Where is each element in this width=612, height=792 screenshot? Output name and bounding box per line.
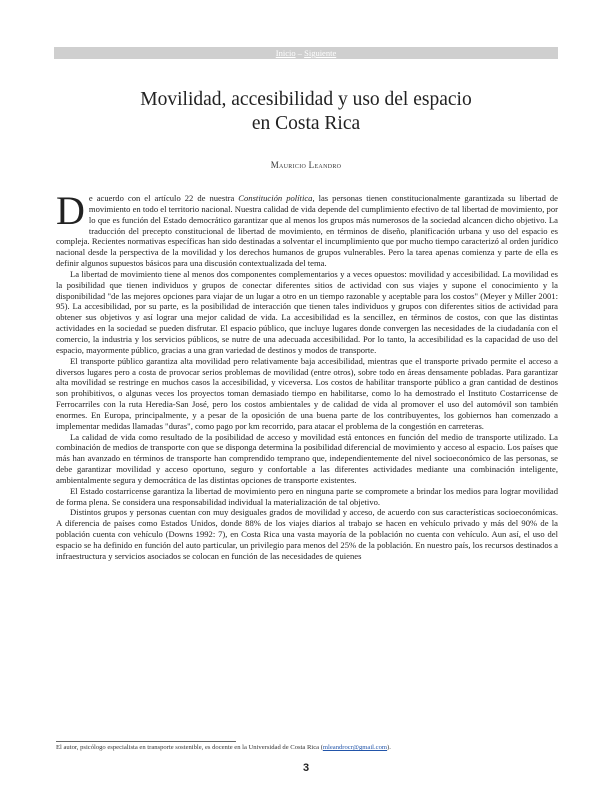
title-line-2: en Costa Rica: [251, 113, 361, 134]
paragraph-1-text-a: e acuerdo con el artículo 22 de nuestra: [88, 193, 239, 203]
author-email-link[interactable]: mleandrocr@gmail.com: [322, 744, 388, 751]
footnote-text: El autor, psicólogo especialista en transporte sostenible, es docente en la Universidad de Costa Rica (: [56, 744, 323, 751]
inicio-link[interactable]: Inicio: [275, 48, 296, 58]
paragraph-5: El Estado costarricense garantiza la libertad de movimiento pero en ninguna parte se compromete a brindar los medios para lograr movilidad de forma plena. Se considera una responsabilidad individual la materialización de tal objetivo.: [56, 485, 558, 507]
drop-cap: D: [56, 188, 85, 233]
page-number: 3: [302, 762, 310, 774]
page-navigation: [54, 47, 558, 59]
nav-separator: –: [295, 48, 305, 58]
footnote-divider: [56, 741, 236, 742]
footnote-end: ).: [387, 744, 391, 751]
article-body: [56, 188, 558, 562]
siguiente-link[interactable]: Siguiente: [304, 48, 337, 58]
paragraph-2: La libertad de movimiento tiene al menos dos componentes complementarios y a veces opuestos: movilidad y accesibilidad. La movilidad es la posibilidad que tienen individuos y grupos de conectar diferentes sitios de actividad con sus viajes y supone el conocimiento y la disponibilidad "de las mejores opciones para viajar de un lugar a otro en un tiempo razonable y aceptable para los costos" (Meyer y Miller 2001: 95). La accesibilidad, por su parte, es la posibilidad de interacción que tienen tales individuos y grupos con diferentes sitios de actividad para obtener sus objetivos y así lograr una mejor calidad de vida. La accesibilidad es la sencillez, en términos de costos, con que las distintas actividades en la sociedad se pueden disfrutar. El espacio público, que incluye lugares donde convergen las necesidades de la ciudadanía con el comercio, la industria y los servicios públicos, se nutre de una adecuada accesibilidad. Por lo tanto, la accesibilidad es la capacidad de uso del espacio, mayormente público, gracias a una gran variedad de destinos y modos de transporte.: [56, 268, 558, 355]
paragraph-4: La calidad de vida como resultado de la posibilidad de acceso y movilidad está entonces en función del medio de transporte utilizado. La combinación de medios de transporte con que se disponga determina la posibilidad diferencial de movimiento y acceso al espacio. Los países que más han avanzado en términos de transporte han comprendido temprano que, independientemente del nivel socioeconómico de las personas, se debe garantizar movilidad y acceso oportuno, seguro y confortable a las diferentes actividades mediante una combinación inteligente, ambientalmente segura y democrática de las distintas opciones de transporte existentes.: [56, 431, 558, 485]
author-name: Mauricio Leandro: [270, 160, 342, 170]
paragraph-1: [56, 188, 558, 269]
paragraph-6: Distintos grupos y personas cuentan con muy desiguales grados de movilidad y acceso, de acuerdo con sus características socioeconómicas. A diferencia de países como Estados Unidos, donde 88% de los viajes diarios al trabajo se hacen en vehículo privado y más del 90% de la población cuenta con vehículo (Downs 1992: 7), en Costa Rica una vasta mayoría de la población no cuenta con vehículo. Aun así, el uso del espacio se ha definido en función del auto particular, un privilegio para menos del 25% de la población. En nuestro país, los recursos destinados a infraestructura y servicios asociados se colocan en función de las necesidades de quienes: [56, 507, 558, 561]
paragraph-3: El transporte público garantiza alta movilidad pero relativamente baja accesibilidad, mientras que el transporte privado permite el acceso a diversos lugares pero a costa de provocar serios problemas de movilidad (entre otros), sobre todo en áreas densamente pobladas. Para garantizar alta movilidad se restringe en muchos casos la accesibilidad, y viceversa. Los costos de habilitar transporte público a gran cantidad de destinos son prohibitivos, o algunas veces los proyectos toman demasiado tiempo en habilitarse, como lo ha demostrado el Instituto Costarricense de Ferrocarriles con la ruta Heredia-San José, pero los costos ambientales y de calidad de vida al promover el uso del automóvil son también enormes. En Europa, principalmente, y a pesar de la oposición de una buena parte de los contribuyentes, los gobiernos han comenzado a implementar medidas llamadas "duras", como pago por km recorrido, para atacar el problema de la congestión en carreteras.: [56, 355, 558, 431]
paragraph-1-text-b: , las personas tienen constitucionalmente garantizada su libertad de movimiento en todo el territorio nacional. Nuestra calidad de vida depende del cumplimiento efectivo de tal libertad de movimiento, por lo que es función del Estado democrático garantizar que al menos los grupos más numerosos de la sociedad alcancen dicho objetivo. La traducción del precepto constitucional de libertad de movimiento, en términos de diseño, planificación urbana y uso del espacio es compleja. Recientes normativas específicas han sido destinadas a solventar el incumplimiento que por mucho tiempo caracterizó al orden jurídico nacional desde la perspectiva de la movilidad y los derechos humanos de grupos vulnerables. Pero la tarea apenas comienza y parte de ella es definir algunos supuestos básicos para una discusión contextualizada del tema.: [56, 193, 558, 269]
header-bar: [54, 47, 558, 59]
constitution-title: Constitución política: [238, 193, 313, 203]
article-title: [54, 88, 558, 136]
author-footnote: [56, 744, 558, 751]
title-line-1: Movilidad, accesibilidad y uso del espacio: [140, 89, 472, 110]
